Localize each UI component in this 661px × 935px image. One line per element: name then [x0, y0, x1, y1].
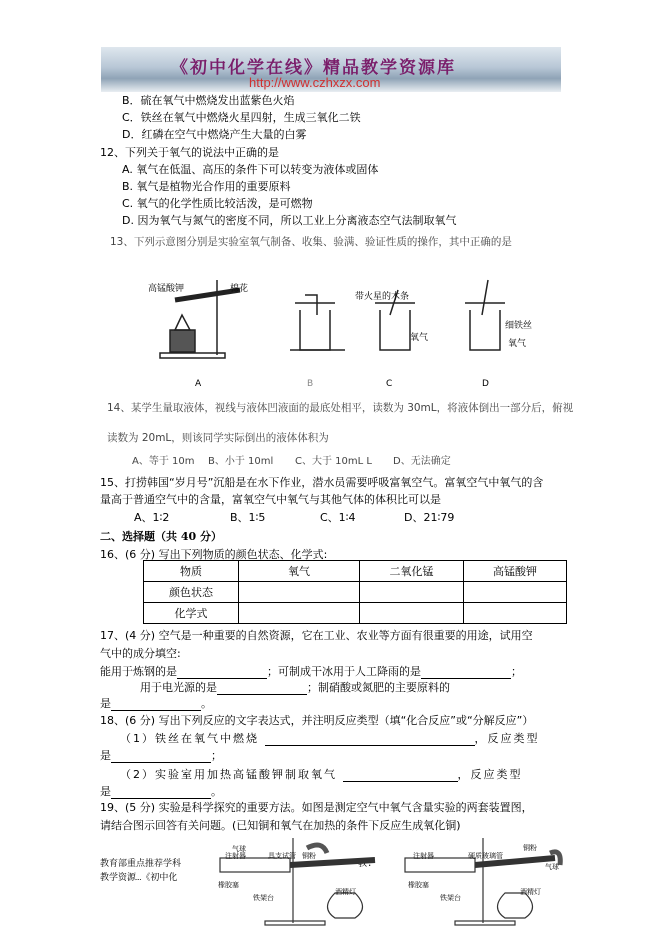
q15-line2: 量高于普通空气中的含量，富氧空气中氧气与其他气体的体积比可以是 — [100, 493, 441, 506]
q18-part2-type — [100, 785, 222, 799]
fig2-copper: 铜粉 — [523, 845, 537, 853]
fig1-lamp: 酒精灯 — [335, 889, 356, 897]
q15-option-c: C、1∶4 — [320, 511, 356, 524]
fig1-tube: 具支试管 — [268, 853, 296, 861]
q12-option-a: A. 氧气在低温、高压的条件下可以转变为液体或固体 — [122, 163, 379, 176]
q18-stem: 18、(6 分) 写出下列反应的文字表达式，并注明反应类型（填“化合反应”或“分解反应”） — [100, 714, 534, 727]
answer-cell[interactable] — [239, 603, 360, 624]
answer-blank[interactable] — [421, 678, 511, 679]
q15-line1: 15、打捞韩国“岁月号”沉船是在水下作业，潜水员需要呼吸富氧空气。富氧空气中氧气的含 — [100, 476, 544, 489]
row-label: 颜色状态 — [144, 582, 239, 603]
q11-option-b: B．硫在氧气中燃烧发出蓝紫色火焰 — [122, 94, 295, 107]
table-header: 物质 — [144, 561, 239, 582]
q15-option-a: A、1∶2 — [134, 511, 170, 524]
punct: ； — [211, 749, 222, 762]
watermark-text: 教学资源…《初中化 — [100, 873, 178, 883]
q17-blanks-line3 — [100, 697, 212, 711]
label-oxygen: 氧气 — [410, 333, 429, 343]
q18-p2-text: （2）实验室用加热高锰酸钾制取氧气 — [120, 768, 337, 781]
label-oxygen-2: 氧气 — [508, 339, 527, 349]
fig2-lamp: 酒精灯 — [520, 889, 541, 897]
header-banner — [101, 47, 561, 92]
q15-option-d: D、21∶79 — [404, 511, 455, 524]
q19-apparatus-figure — [195, 838, 565, 928]
fig-label-b: B — [307, 379, 314, 389]
q17-blanks-line2 — [140, 681, 450, 695]
q14-line1: 14、某学生量取液体，视线与液体凹液面的最底处相平，读数为 30mL，将液体倒出一部分后，俯视 — [107, 402, 574, 414]
fig2-balloon: 气球 — [545, 864, 559, 872]
q12-option-d: D. 因为氧气与氮气的密度不同，所以工业上分离液态空气法制取氧气 — [122, 214, 457, 227]
row-label: 化学式 — [144, 603, 239, 624]
q14-option-a: A、等于 10m — [132, 456, 195, 467]
q14-line2: 读数为 20mL，则该同学实际倒出的液体体积为 — [107, 432, 329, 444]
answer-blank[interactable] — [111, 798, 211, 799]
punct: ； — [511, 665, 522, 678]
q18-type-label: ，反应类型 — [457, 768, 523, 781]
answer-blank[interactable] — [177, 678, 267, 679]
q18-part1-type — [100, 749, 222, 763]
answer-blank[interactable] — [217, 694, 307, 695]
fig2-stopper: 橡胶塞 — [408, 882, 429, 890]
fig1-balloon: 气球 — [232, 846, 246, 854]
fig2-tube: 硬质玻璃管 — [468, 853, 503, 861]
fig1-syringe: 注射器 — [225, 853, 246, 861]
q16-table — [143, 560, 567, 624]
q17-prompt-a: 能用于炼钢的是 — [100, 665, 177, 678]
table-row — [144, 582, 567, 603]
fig1-copper: 铜粉 — [302, 853, 316, 861]
q17-line2: 气中的成分填空: — [100, 647, 181, 660]
fig1-stopper: 橡胶塞 — [218, 882, 239, 890]
figure-d-bottle — [465, 280, 505, 350]
q12-option-b: B. 氧气是植物光合作用的重要原料 — [122, 180, 291, 193]
watermark-text: 教育部重点推荐学科 — [100, 859, 182, 869]
q18-type-label: ，反应类型 — [474, 732, 540, 745]
q12-stem: 12、下列关于氧气的说法中正确的是 — [100, 146, 279, 159]
answer-blank[interactable] — [343, 781, 458, 782]
section-2-heading: 二、选择题（共 40 分） — [100, 530, 222, 543]
q15-option-b: B、1∶5 — [230, 511, 266, 524]
answer-cell[interactable] — [360, 582, 464, 603]
table-header: 氧气 — [239, 561, 360, 582]
q17-prompt-b: ；可制成干冰用于人工降雨的是 — [267, 665, 421, 678]
q16-stem: 16、(6 分) 写出下列物质的颜色状态、化学式: — [100, 548, 328, 561]
table-header: 二氧化锰 — [360, 561, 464, 582]
figure-b-bottle — [290, 295, 345, 350]
q18-is: 是 — [100, 785, 111, 798]
q17-prompt-e: 是 — [100, 697, 111, 710]
answer-cell[interactable] — [464, 603, 567, 624]
punct: 。 — [211, 785, 222, 798]
fig1-stand: 铁架台 — [253, 895, 274, 903]
answer-cell[interactable] — [360, 603, 464, 624]
table-header: 高锰酸钾 — [464, 561, 567, 582]
fig-label-d: D — [482, 379, 489, 389]
answer-blank[interactable] — [111, 762, 211, 763]
q17-line1: 17、(4 分) 空气是一种重要的自然资源，它在工业、农业等方面有很重要的用途，试用空 — [100, 629, 533, 642]
q17-prompt-d: ；制硝酸或氮肥的主要原料的 — [307, 681, 450, 694]
q13-stem: 13、下列示意图分别是实验室氧气制备、收集、验满、验证性质的操作，其中正确的是 — [110, 236, 512, 248]
label-kmno4: 高锰酸钾 — [148, 284, 185, 294]
q11-option-c: C．铁丝在氧气中燃烧火星四射，生成三氧化二铁 — [122, 111, 361, 124]
label-splint: 带火星的木条 — [355, 292, 410, 302]
answer-blank[interactable] — [111, 710, 201, 711]
q18-is: 是 — [100, 749, 111, 762]
q19-line1: 19、(5 分) 实验是科学探究的重要方法。如图是测定空气中氧气含量实验的两套装置图， — [100, 801, 533, 814]
q18-part1 — [120, 732, 540, 746]
q14-option-d: D、无法确定 — [393, 456, 451, 467]
watermark-text: 教: — [358, 859, 373, 869]
q19-line2: 请结合图示回答有关问题。(已知铜和氧气在加热的条件下反应生成氧化铜) — [100, 819, 461, 832]
answer-blank[interactable] — [265, 745, 475, 746]
banner-url[interactable]: http://www.czhxzx.com — [249, 75, 381, 90]
q14-option-c: C、大于 10mL L — [295, 456, 372, 467]
q18-p1-text: （1）铁丝在氧气中燃烧 — [120, 732, 259, 745]
answer-cell[interactable] — [239, 582, 360, 603]
label-wire: 细铁丝 — [505, 321, 533, 331]
q17-blanks-line1 — [100, 665, 522, 679]
q18-part2 — [120, 768, 523, 782]
q13-apparatus-figure — [140, 275, 510, 370]
q17-prompt-c: 用于电光源的是 — [140, 681, 217, 694]
q11-option-d: D．红磷在空气中燃烧产生大量的白雾 — [122, 128, 307, 141]
punct: 。 — [201, 697, 212, 710]
fig2-syringe: 注射器 — [413, 853, 434, 861]
banner-title: 《初中化学在线》精品教学资源库 — [171, 58, 456, 78]
q12-option-c: C. 氧气的化学性质比较活泼，是可燃物 — [122, 197, 313, 210]
answer-cell[interactable] — [464, 582, 567, 603]
fig-label-c: C — [386, 379, 393, 389]
label-cotton: 棉花 — [230, 284, 249, 294]
fig2-stand: 铁架台 — [440, 895, 461, 903]
fig-label-a: A — [195, 379, 202, 389]
q14-option-b: B、小于 10ml — [208, 456, 274, 467]
table-row — [144, 603, 567, 624]
